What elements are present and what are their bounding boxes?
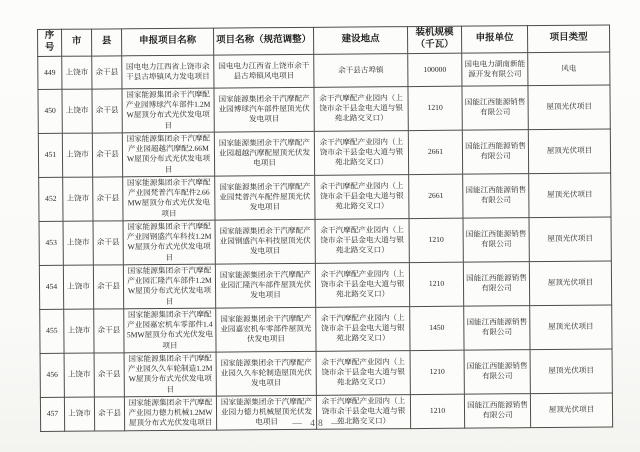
cell-capacity: 1210: [409, 218, 463, 262]
cell-county: 余干县: [92, 56, 122, 89]
cell-adjusted-name: 国家能源集团余干汽摩配产业园嘉宏机车零部件屋顶光伏发电项目: [216, 307, 316, 352]
cell-adjusted-name: 国家能源集团余干汽摩配产业园力德力机械屋顶光伏发电项目: [216, 395, 316, 430]
cell-applicant: 国能江西能源销售有限公司: [463, 173, 529, 218]
col-header-type: 项目类型: [527, 25, 609, 52]
cell-location: 余干汽摩配产业园内（上饶市余干县金电大道与银苑北路交叉口）: [315, 174, 409, 219]
cell-capacity: 1210: [408, 86, 462, 130]
cell-adjusted-name: 国电电力江西省上饶市余干县古埠镇风电项目: [214, 54, 314, 88]
cell-seq: 457: [40, 397, 64, 431]
table-row: [40, 349, 612, 397]
col-header-declared-name: 申报项目名称: [122, 28, 214, 55]
cell-location: 余干汽摩配产业园内（上饶市余干县金电大道与银苑北路交叉口）: [315, 218, 409, 263]
cell-capacity: 2661: [408, 130, 462, 174]
cell-capacity: 2661: [409, 174, 463, 218]
col-header-seq-label: 序号: [44, 30, 55, 53]
cell-county: 余干县: [92, 133, 122, 177]
col-header-capacity: 装机规模（千瓦）: [407, 26, 461, 53]
cell-type: 屋顶光伏项目: [529, 217, 611, 262]
cell-capacity: 1450: [410, 306, 464, 350]
cell-type: 屋顶光伏项目: [530, 305, 612, 350]
cell-location: 余干汽摩配产业园内（上饶市余干县金电大道与银苑北路交叉口）: [314, 130, 408, 175]
cell-seq: 451: [38, 133, 62, 177]
col-header-seq: [38, 29, 62, 56]
cell-type: 风电: [528, 52, 610, 86]
cell-county: 余干县: [94, 397, 124, 431]
cell-location: 余干汽摩配产业园内（上饶市余干县金电大道与银苑北路交叉口）: [316, 350, 410, 395]
cell-location: 余干汽摩配产业园内（上饶市余干县金电大道与银苑北路交叉口）: [314, 86, 408, 131]
cell-capacity: 1210: [410, 394, 464, 428]
cell-city: 上饶市: [62, 89, 92, 133]
cell-applicant: 国能江西能源销售有限公司: [464, 305, 530, 350]
cell-capacity: 1210: [409, 262, 463, 306]
cell-type: 屋顶光伏项目: [530, 349, 612, 394]
cell-declared-name: 国家能源集团余干汽摩配产业园汇隆汽车部件1.2MW屋顶分布式光伏发电项目: [123, 264, 215, 309]
cell-seq: 454: [39, 265, 63, 309]
cell-adjusted-name: 国家能源集团余干汽摩配产业园超越汽摩配屋顶光伏发电项目: [214, 131, 314, 176]
cell-declared-name: 国家能源集团余干汽摩配产业园力德力机械1.2MW屋顶分布式光伏发电项目: [124, 396, 216, 430]
cell-city: 上饶市: [64, 397, 94, 431]
cell-adjusted-name: 国家能源集团余干汽摩配产业园梵普汽车配件屋顶光伏发电项目: [215, 175, 315, 220]
table-row: [39, 261, 611, 309]
col-header-adjusted-name: 项目名称（规范调整）: [213, 27, 313, 55]
cell-applicant: 国能江西能源销售有限公司: [464, 349, 530, 394]
table-row: [40, 305, 612, 353]
cell-city: 上饶市: [64, 309, 94, 353]
cell-location: 余干县古埠镇: [314, 53, 408, 87]
cell-county: 余干县: [93, 265, 123, 309]
cell-applicant: 国能江西能源销售有限公司: [463, 261, 529, 306]
projects-table: [37, 24, 613, 431]
cell-location: 余干汽摩配产业园内（上饶市余干县金电大道与银苑北路交叉口）: [316, 394, 410, 428]
cell-seq: 450: [38, 89, 62, 133]
cell-city: 上饶市: [64, 353, 94, 397]
cell-adjusted-name: 国家能源集团余干汽摩配产业园汇隆汽车部件屋顶光伏发电项目: [215, 263, 315, 308]
cell-county: 余干县: [92, 89, 122, 133]
cell-type: 屋顶光伏项目: [528, 85, 610, 130]
cell-adjusted-name: 国家能源集团余干汽摩配产业园博球汽车部件屋顶光伏发电项目: [214, 87, 314, 132]
cell-applicant: 国能江西能源销售有限公司: [462, 129, 528, 174]
cell-adjusted-name: 国家能源集团余干汽摩配产业园钢盛汽车科技屋顶光伏发电项目: [215, 219, 315, 264]
cell-county: 余干县: [93, 177, 123, 221]
projects-table-container: [37, 25, 612, 432]
cell-declared-name: 国家能源集团余干汽摩配产业园博球汽车部件1.2MW屋顶分布式光伏发电项目: [122, 88, 214, 133]
cell-seq: 452: [39, 177, 63, 221]
cell-type: 屋顶光伏项目: [528, 129, 610, 174]
cell-seq: 456: [40, 353, 64, 397]
cell-declared-name: 国家能源集团余干汽摩配产业园钢盛汽车科技1.2MW屋顶分布式光伏发电项目: [123, 220, 215, 265]
cell-applicant: 国能江西能源销售有限公司: [463, 217, 529, 262]
cell-applicant: 国能江西能源销售有限公司: [464, 393, 530, 427]
table-row: [38, 52, 610, 89]
cell-seq: 453: [39, 221, 63, 265]
cell-capacity: 100000: [408, 53, 462, 86]
cell-type: 屋顶光伏项目: [529, 173, 611, 218]
col-header-city: 市: [62, 29, 92, 56]
table-row: [38, 85, 610, 133]
cell-city: 上饶市: [63, 177, 93, 221]
cell-city: 上饶市: [62, 56, 92, 89]
cell-county: 余干县: [94, 353, 124, 397]
cell-location: 余干汽摩配产业园内（上饶市余干县金电大道与银苑北路交叉口）: [315, 262, 409, 307]
cell-applicant: 国能江西能源销售有限公司: [462, 85, 528, 130]
cell-declared-name: 国家能源集团余干汽摩配产业园超越汽摩配2.66MW屋顶分布式光伏发电项目: [122, 132, 214, 177]
page-number: — 48 —: [292, 419, 344, 429]
cell-declared-name: 国电电力江西省上饶市余干县古埠镇风力发电项目: [122, 55, 214, 89]
cell-adjusted-name: 国家能源集团余干汽摩配产业园久久车轮制造屋顶光伏发电项目: [216, 351, 316, 396]
cell-declared-name: 国家能源集团余干汽摩配产业园嘉宏机车零部件1.45MW屋顶分布式光伏发电项目: [124, 308, 216, 353]
table-row: [39, 173, 611, 221]
table-row: [38, 129, 610, 177]
cell-county: 余干县: [94, 309, 124, 353]
col-header-applicant: 申报单位: [461, 26, 527, 53]
cell-city: 上饶市: [63, 221, 93, 265]
cell-declared-name: 国家能源集团余干汽摩配产业园久久车轮制造1.2MW屋顶分布式光伏发电项目: [124, 352, 216, 397]
cell-county: 余干县: [93, 221, 123, 265]
cell-declared-name: 国家能源集团余干汽摩配产业园梵普汽车配件2.66MW屋顶分布式光伏发电项目: [123, 176, 215, 221]
cell-location: 余干汽摩配产业园内（上饶市余干县金电大道与银苑北路交叉口）: [316, 306, 410, 351]
cell-seq: 455: [40, 309, 64, 353]
table-row: [39, 217, 611, 265]
cell-type: 屋顶光伏项目: [530, 393, 612, 427]
cell-seq: 449: [38, 56, 62, 89]
cell-type: 屋顶光伏项目: [529, 261, 611, 306]
cell-city: 上饶市: [63, 265, 93, 309]
cell-applicant: 国电电力湖南新能源开发有限公司: [462, 52, 528, 86]
col-header-county: 县: [92, 29, 122, 56]
cell-city: 上饶市: [62, 133, 92, 177]
col-header-location: 建设地点: [313, 27, 407, 54]
cell-capacity: 1210: [410, 350, 464, 394]
